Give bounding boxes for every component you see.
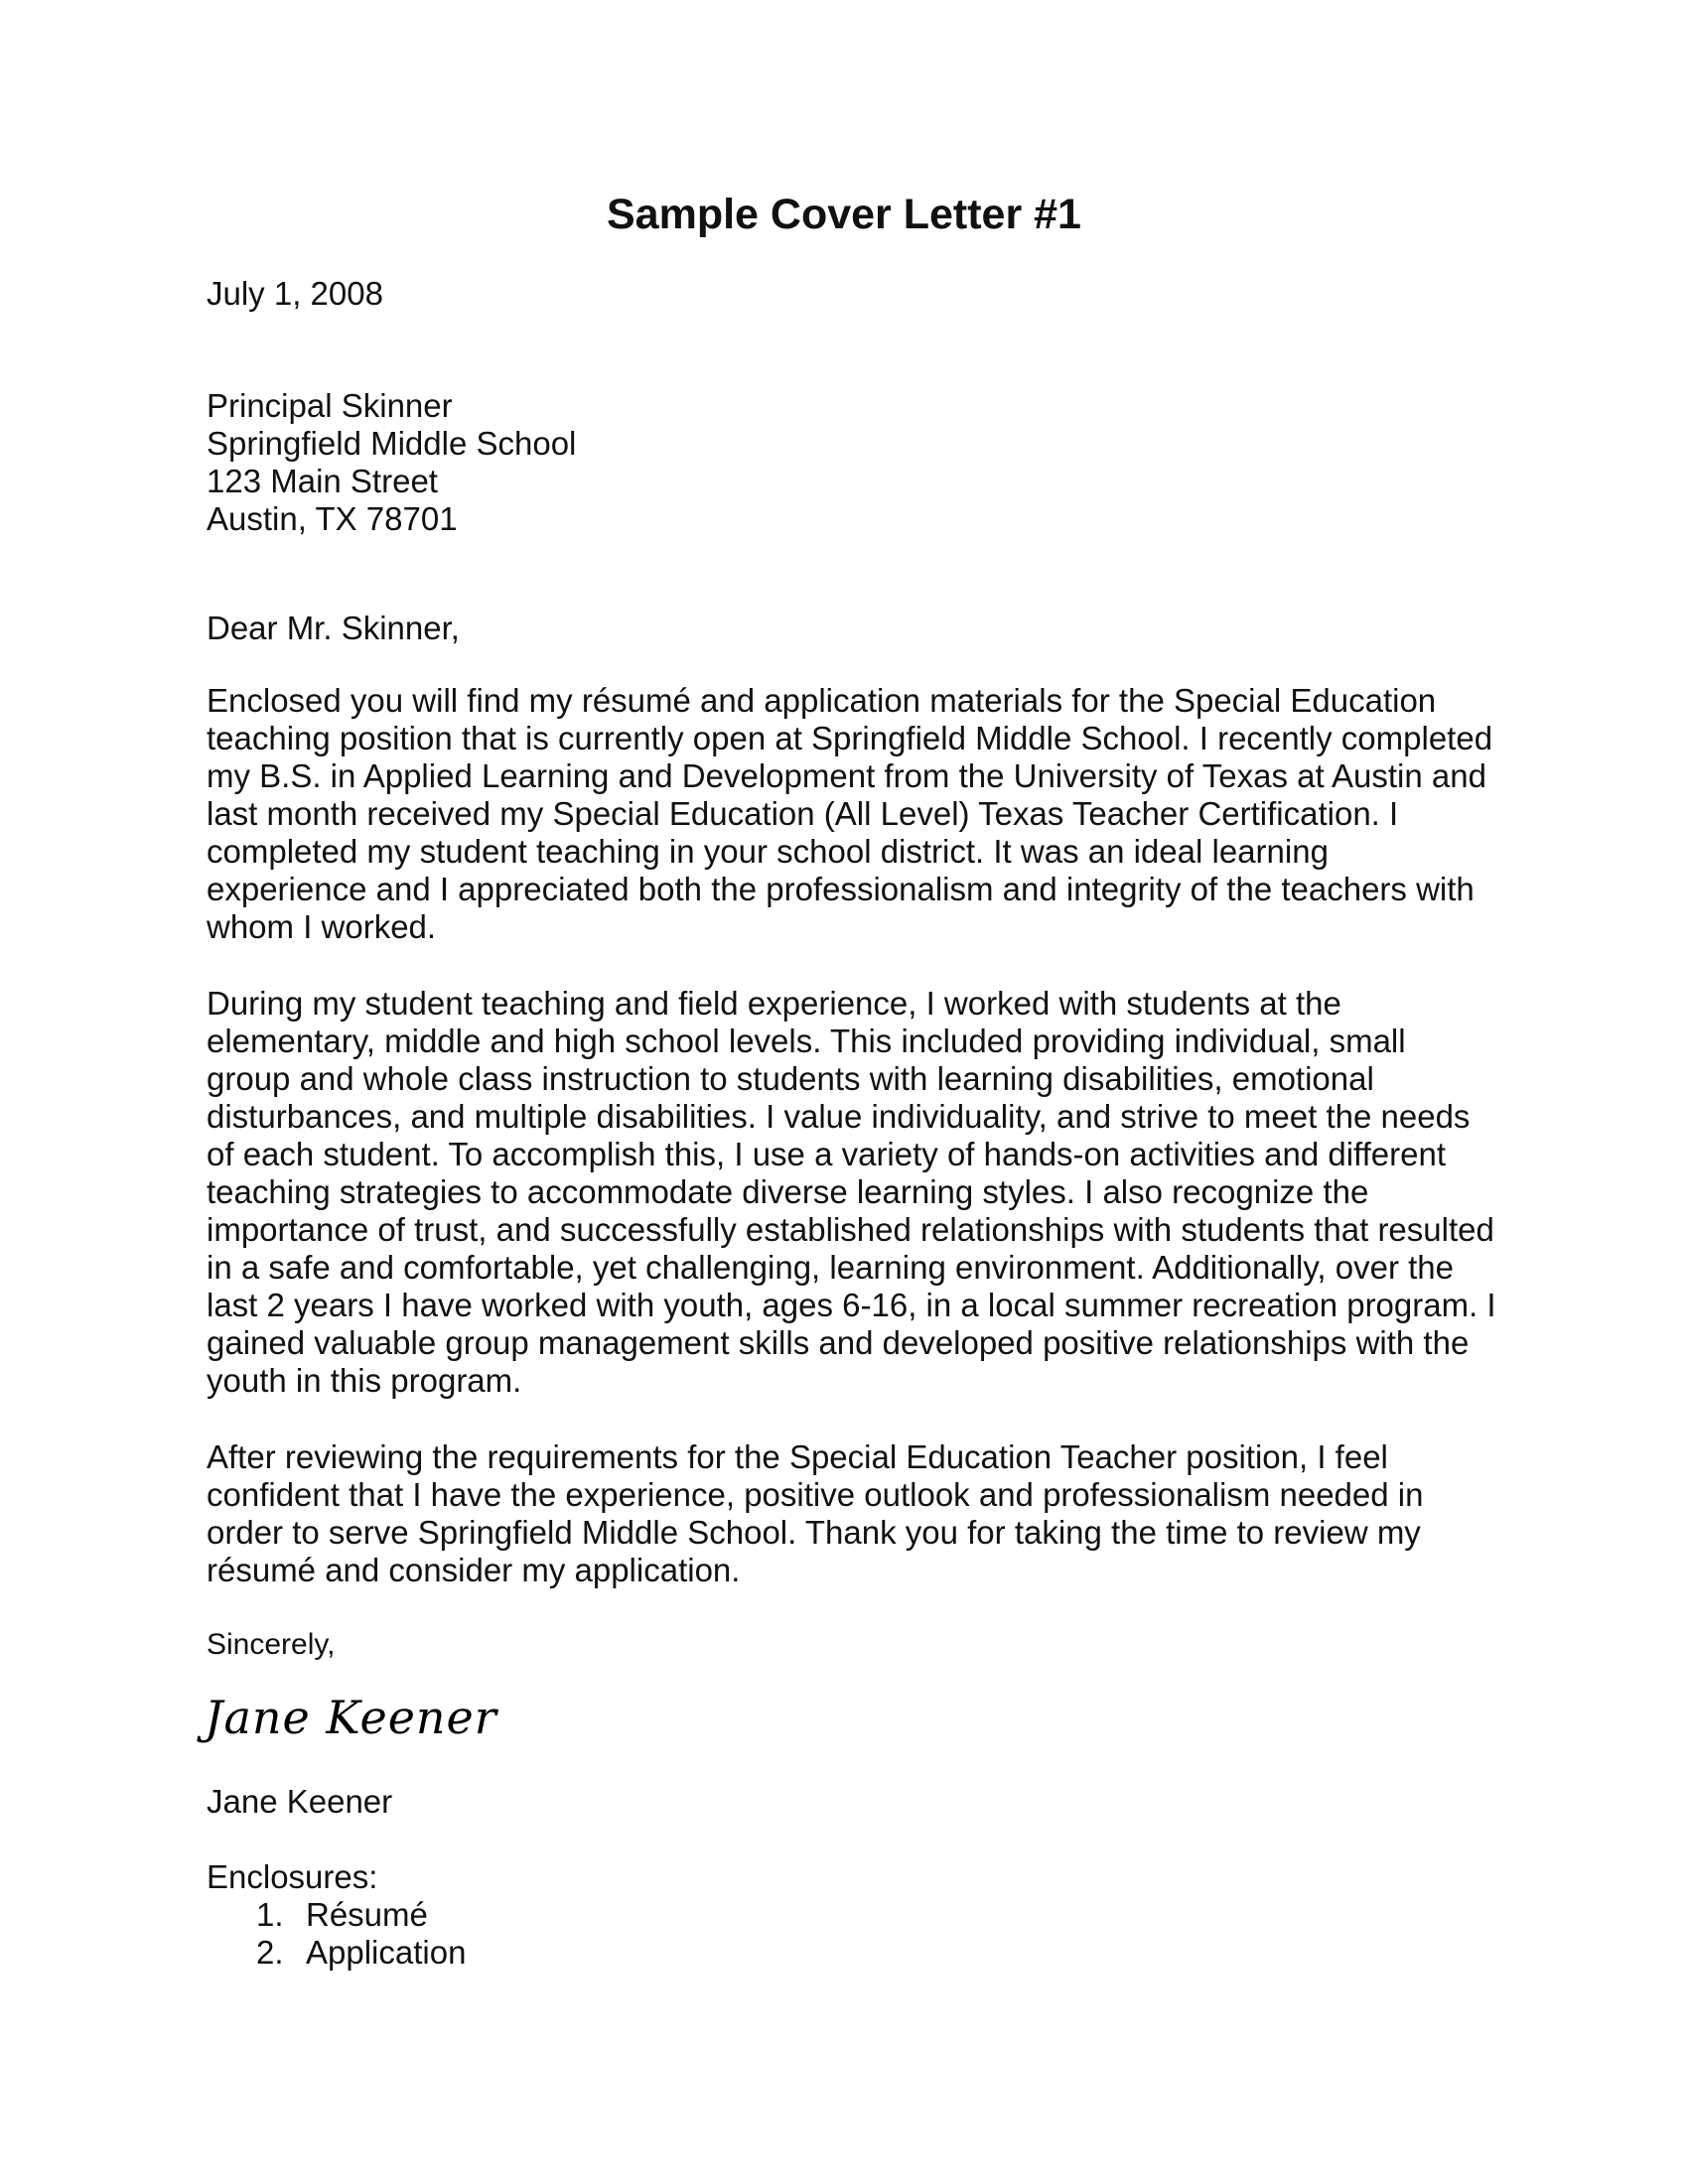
recipient-name: Principal Skinner bbox=[207, 387, 453, 424]
list-item bbox=[256, 1934, 466, 1972]
salutation: Dear Mr. Skinner, bbox=[207, 610, 460, 646]
list-item-text: Application bbox=[306, 1934, 467, 1971]
recipient-address bbox=[207, 387, 1497, 538]
list-item-number: 2. bbox=[256, 1934, 284, 1971]
enclosure-list bbox=[256, 1896, 466, 1972]
recipient-city: Austin, TX 78701 bbox=[207, 500, 458, 537]
closing: Sincerely, bbox=[207, 1628, 336, 1661]
recipient-school: Springfield Middle School bbox=[207, 425, 577, 462]
list-item bbox=[256, 1896, 466, 1934]
recipient-street: 123 Main Street bbox=[207, 463, 438, 499]
list-item-text: Résumé bbox=[306, 1896, 428, 1933]
body-paragraph-1: Enclosed you will find my résumé and application materials for the Special Education teaching position that is currently open at Springfield Middle School. I recently completed my B.S. in Applied Learning and Development from the University of Texas at Austin and last month received my Special Education (All Level) Texas Teacher Certification. I completed my student teaching in your school district. It was an ideal learning experience and I appreciated both the professionalism and integrity of the teachers with whom I worked. bbox=[207, 682, 1493, 945]
enclosures-label: Enclosures: bbox=[207, 1858, 378, 1895]
letter-date: July 1, 2008 bbox=[207, 275, 383, 312]
page-title: Sample Cover Letter #1 bbox=[607, 191, 1081, 238]
body-paragraph-2: During my student teaching and field experience, I worked with students at the elementary, middle and high school levels. This included providing individual, small group and whole class instruction to students with learning disabilities, emotional disturbances, and multiple disabilities. I value individuality, and strive to meet the needs of each student. To accomplish this, I use a variety of hands-on activities and different teaching strategies to accommodate diverse learning styles. I also recognize the importance of trust, and successfully established relationships with students that resulted in a safe and comfortable, yet challenging, learning environment. Additionally, over the last 2 years I have worked with youth, ages 6-16, in a local summer recreation program. I gained valuable group management skills and developed positive relationships with the youth in this program. bbox=[207, 985, 1496, 1399]
handwritten-signature: Jane Keener bbox=[205, 1691, 497, 1744]
body-paragraph-3: After reviewing the requirements for the Special Education Teacher position, I feel confident that I have the experience, positive outlook and professionalism needed in order to serve Springfield Middle School. Thank you for taking the time to review my résumé and consider my application. bbox=[207, 1438, 1424, 1588]
printed-name: Jane Keener bbox=[207, 1783, 393, 1820]
list-item-number: 1. bbox=[256, 1896, 284, 1933]
